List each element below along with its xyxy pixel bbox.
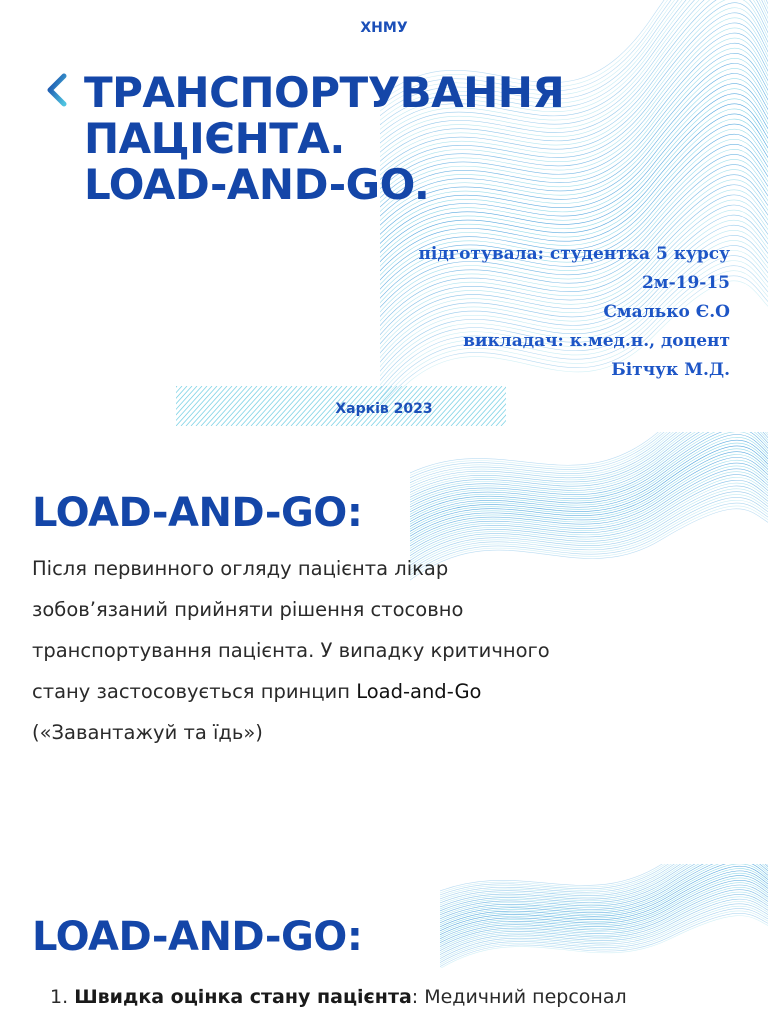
wave-line (410, 432, 768, 496)
wave-line (410, 454, 768, 540)
wave-line (440, 864, 768, 928)
wave-line (440, 885, 768, 948)
wave-line (440, 864, 768, 899)
wave-line (410, 432, 768, 506)
wave-line (440, 864, 768, 920)
wave-line (440, 864, 768, 922)
wave-line (410, 432, 768, 488)
wave-line (410, 432, 768, 521)
list-number: 1. (50, 986, 69, 1008)
wave-line (440, 864, 768, 909)
author-info (310, 240, 730, 385)
wave-line (440, 864, 768, 918)
slide-heading: LOAD-AND-GO: (32, 914, 363, 960)
wave-line (410, 432, 768, 491)
wave-line (410, 446, 768, 533)
definition-paragraph (32, 548, 732, 753)
wave-line (410, 434, 768, 523)
wave-line (440, 864, 768, 897)
paragraph-line: зобов’язаний прийняти рішення стосовно (32, 598, 464, 621)
organization-label: ХНМУ (360, 20, 408, 36)
wave-line (410, 432, 768, 486)
wave-line (410, 469, 768, 553)
wave-line (440, 916, 768, 968)
wave-line (440, 878, 768, 942)
list-item-text: : Медичний персонал (411, 986, 627, 1008)
wave-line (440, 913, 768, 968)
wave-line (410, 472, 768, 556)
wave-line (410, 457, 768, 543)
wave-line (440, 909, 768, 968)
paragraph-line: транспортування пацієнта. У випадку критичного (32, 639, 550, 662)
paragraph-line-text: стану застосовується принцип (32, 680, 357, 703)
list-item (50, 986, 750, 1008)
wave-line (410, 440, 768, 528)
wave-line (440, 897, 768, 959)
wave-line (410, 452, 768, 538)
wave-line (440, 864, 768, 924)
wave-line (410, 437, 768, 525)
wave-line (410, 432, 768, 513)
wave-line (410, 432, 768, 516)
slide-title (0, 0, 768, 432)
wave-line (410, 432, 768, 478)
wave-line (440, 864, 768, 926)
decorative-wave-graphic (440, 864, 768, 968)
chevron-left-icon (44, 72, 70, 108)
wave-line (440, 864, 768, 913)
wave-line (440, 864, 768, 903)
principle-name: Load-and-Go (356, 680, 482, 703)
wave-line (440, 911, 768, 968)
wave-line (410, 463, 768, 548)
wave-line (440, 883, 768, 947)
city-year-label: Харків 2023 (335, 401, 433, 417)
wave-line (410, 432, 768, 481)
wave-line (410, 432, 768, 483)
wave-line (410, 432, 768, 518)
wave-line (440, 887, 768, 950)
wave-line (410, 432, 768, 511)
wave-line (410, 432, 768, 498)
paragraph-line: Після первинного огляду пацієнта лікар (32, 557, 449, 580)
author-line: Бітчук М.Д. (611, 360, 730, 380)
list-item-title: Швидка оцінка стану пацієнта (74, 986, 412, 1008)
wave-line (440, 869, 768, 934)
slide-load-and-go-steps (0, 864, 768, 1024)
presentation-title (84, 70, 644, 208)
author-line: Смалько Є.О (603, 302, 730, 322)
wave-line (440, 876, 768, 941)
slide-load-and-go-definition (0, 432, 768, 864)
wave-line (410, 466, 768, 551)
paragraph-line: («Завантажуй та їдь») (32, 721, 263, 744)
wave-line (440, 880, 768, 944)
wave-line (440, 864, 768, 901)
title-line: ТРАНСПОРТУВАННЯ (84, 68, 565, 117)
title-line: LOAD-AND-GO. (84, 160, 430, 209)
author-line: підготувала: студентка 5 курсу (418, 244, 730, 264)
wave-line (410, 432, 768, 508)
wave-line (440, 864, 768, 905)
wave-line (440, 894, 768, 956)
wave-line (440, 892, 768, 954)
wave-line (410, 432, 768, 493)
slide-heading: LOAD-AND-GO: (32, 490, 363, 536)
wave-line (440, 901, 768, 962)
wave-line (410, 443, 768, 530)
wave-line (440, 904, 768, 965)
wave-line (440, 864, 768, 895)
author-line: 2м-19-15 (641, 273, 730, 293)
wave-line (440, 899, 768, 961)
paragraph-line (32, 671, 732, 712)
wave-line (440, 873, 768, 938)
wave-line (440, 866, 768, 932)
wave-line (440, 864, 768, 916)
wave-line (410, 432, 768, 503)
title-line: ПАЦІЄНТА. (84, 114, 345, 163)
wave-line (440, 906, 768, 967)
wave-line (440, 871, 768, 936)
wave-line (440, 890, 768, 953)
wave-line (410, 432, 768, 501)
wave-line (440, 864, 768, 911)
wave-line (410, 449, 768, 536)
wave-line (410, 475, 768, 558)
wave-line (440, 864, 768, 907)
author-line: викладач: к.мед.н., доцент (463, 331, 730, 351)
wave-line (440, 864, 768, 930)
wave-line (410, 460, 768, 545)
